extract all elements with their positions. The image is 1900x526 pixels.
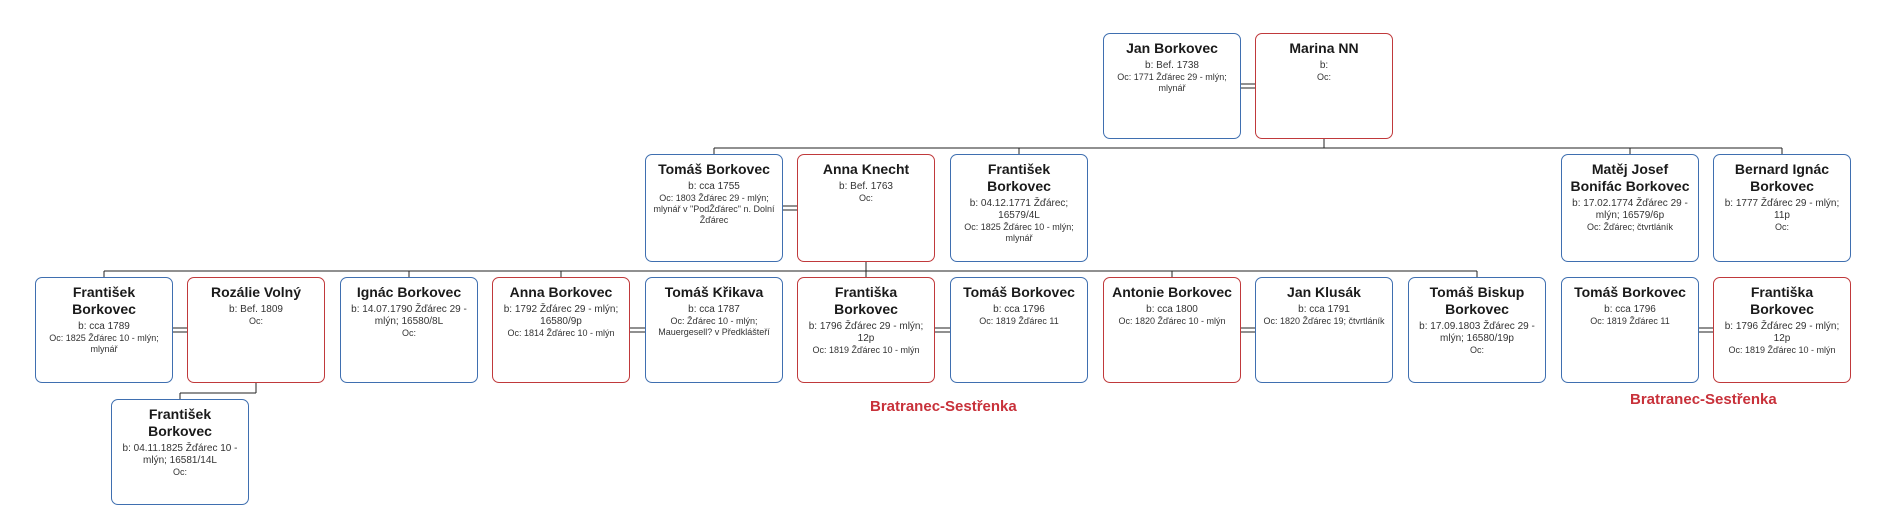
- person-name: Jan Klusák: [1287, 284, 1361, 300]
- person-birth: b: 04.11.1825 Žďárec 10 - mlýn; 16581/14L: [122, 443, 238, 466]
- person-name: Tomáš Borkovec: [963, 284, 1075, 300]
- person-name: Jan Borkovec: [1126, 40, 1218, 56]
- person-name: Tomáš Borkovec: [1574, 284, 1686, 300]
- person-card-tomas-borkovec[interactable]: [1561, 277, 1699, 383]
- person-occupation: Oc: Žďárec 10 - mlýn; Mauergesell? v Předklášteří: [658, 316, 770, 337]
- person-occupation: Oc:: [401, 328, 416, 338]
- person-name: Antonie Borkovec: [1112, 284, 1232, 300]
- person-birth: b: 1792 Žďárec 29 - mlýn; 16580/9p: [503, 304, 619, 327]
- person-occupation: Oc:: [858, 193, 873, 203]
- person-card-tomas-biskup-borkovec[interactable]: [1408, 277, 1546, 383]
- person-birth: b: Bef. 1809: [229, 304, 283, 315]
- person-name: Rozálie Volný: [211, 284, 301, 300]
- person-name: Matěj Josef Bonifác Borkovec: [1570, 161, 1690, 194]
- person-card-tomas-borkovec[interactable]: [950, 277, 1088, 383]
- person-name: František Borkovec: [72, 284, 136, 317]
- person-occupation: Oc:: [1469, 345, 1484, 355]
- person-birth: b: cca 1800: [1146, 304, 1198, 315]
- person-birth: b: cca 1796: [993, 304, 1045, 315]
- person-occupation: Oc:: [248, 316, 263, 326]
- person-card-tomas-krikava[interactable]: [645, 277, 783, 383]
- person-occupation: Oc: 1819 Žďárec 11: [1590, 316, 1670, 326]
- person-birth: b: 04.12.1771 Žďárec; 16579/4L: [969, 198, 1069, 221]
- person-name: František Borkovec: [148, 406, 212, 439]
- person-name: Marina NN: [1289, 40, 1359, 56]
- person-occupation: Oc: 1820 Žďárec 10 - mlýn: [1118, 316, 1226, 326]
- person-card-marina-nn[interactable]: [1255, 33, 1393, 139]
- person-birth: b: 14.07.1790 Žďárec 29 - mlýn; 16580/8L: [351, 304, 467, 327]
- person-name: Ignác Borkovec: [356, 284, 462, 300]
- person-birth: b: Bef. 1763: [839, 181, 893, 192]
- person-occupation: Oc: 1814 Žďárec 10 - mlýn: [507, 328, 615, 338]
- person-card-antonie-borkovec[interactable]: [1103, 277, 1241, 383]
- person-occupation: Oc: 1825 Žďárec 10 - mlýn; mlynář: [964, 222, 1074, 243]
- person-occupation: Oc: 1819 Žďárec 11: [979, 316, 1059, 326]
- person-card-tomas-borkovec[interactable]: [645, 154, 783, 262]
- person-card-frantisek-borkovec[interactable]: [111, 399, 249, 505]
- person-occupation: Oc:: [1774, 222, 1789, 232]
- person-birth: b: 1796 Žďárec 29 - mlýn; 12p: [1724, 321, 1840, 344]
- person-card-frantiska-borkovec[interactable]: [1713, 277, 1851, 383]
- person-occupation: Oc:: [1316, 72, 1331, 82]
- person-card-bernard-ignac-borkovec[interactable]: [1713, 154, 1851, 262]
- person-birth: b: cca 1789: [78, 321, 130, 332]
- person-occupation: Oc:: [172, 467, 187, 477]
- person-name: Anna Borkovec: [509, 284, 613, 300]
- person-card-frantisek-borkovec[interactable]: [950, 154, 1088, 262]
- relationship-label: Bratranec-Sestřenka: [870, 398, 1017, 415]
- person-occupation: Oc: Žďárec; čtvrtláník: [1586, 222, 1674, 232]
- person-name: Tomáš Borkovec: [658, 161, 770, 177]
- relationship-label: Bratranec-Sestřenka: [1630, 391, 1777, 408]
- person-card-jan-klusak[interactable]: [1255, 277, 1393, 383]
- person-name: Tomáš Křikava: [664, 284, 764, 300]
- person-name: František Borkovec: [987, 161, 1051, 194]
- person-birth: b: 1796 Žďárec 29 - mlýn; 12p: [808, 321, 924, 344]
- person-occupation: Oc: 1825 Žďárec 10 - mlýn; mlynář: [49, 333, 159, 354]
- person-card-rozalie-volny[interactable]: [187, 277, 325, 383]
- person-birth: b: cca 1791: [1298, 304, 1350, 315]
- person-birth: b:: [1319, 60, 1329, 71]
- person-name: Bernard Ignác Borkovec: [1734, 161, 1830, 194]
- person-occupation: Oc: 1803 Žďárec 29 - mlýn; mlynář v "PodŽďárec" n. Dolní Žďárec: [653, 193, 775, 225]
- person-card-frantiska-borkovec[interactable]: [797, 277, 935, 383]
- person-name: Tomáš Biskup Borkovec: [1429, 284, 1525, 317]
- person-occupation: Oc: 1819 Žďárec 10 - mlýn: [812, 345, 920, 355]
- person-occupation: Oc: 1820 Žďárec 19; čtvrtláník: [1263, 316, 1385, 326]
- person-birth: b: cca 1755: [688, 181, 740, 192]
- person-card-anna-knecht[interactable]: [797, 154, 935, 262]
- person-name: Františka Borkovec: [1750, 284, 1814, 317]
- person-card-jan-borkovec[interactable]: [1103, 33, 1241, 139]
- person-birth: b: Bef. 1738: [1145, 60, 1199, 71]
- person-occupation: Oc: 1819 Žďárec 10 - mlýn: [1728, 345, 1836, 355]
- person-birth: b: cca 1796: [1604, 304, 1656, 315]
- person-birth: b: 17.02.1774 Žďárec 29 - mlýn; 16579/6p: [1572, 198, 1688, 221]
- person-birth: b: 1777 Žďárec 29 - mlýn; 11p: [1724, 198, 1840, 221]
- person-card-frantisek-borkovec[interactable]: [35, 277, 173, 383]
- person-name: Anna Knecht: [822, 161, 910, 177]
- person-birth: b: 17.09.1803 Žďárec 29 - mlýn; 16580/19p: [1419, 321, 1535, 344]
- person-card-matej-josef-bonifac-borkovec[interactable]: [1561, 154, 1699, 262]
- person-name: Františka Borkovec: [834, 284, 898, 317]
- person-card-anna-borkovec[interactable]: [492, 277, 630, 383]
- person-card-ignac-borkovec[interactable]: [340, 277, 478, 383]
- person-birth: b: cca 1787: [688, 304, 740, 315]
- person-occupation: Oc: 1771 Žďárec 29 - mlýn; mlynář: [1117, 72, 1227, 93]
